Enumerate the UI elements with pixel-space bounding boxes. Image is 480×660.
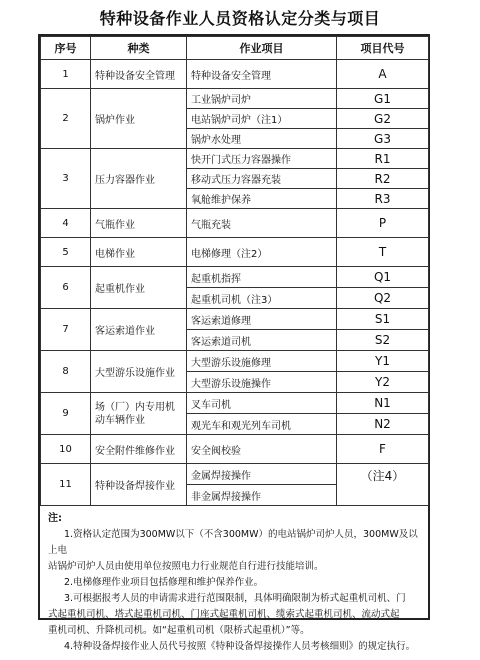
code-cell: S2 xyxy=(337,330,429,351)
job-cell: 观光车和观光列车司机 xyxy=(187,414,337,435)
table-row xyxy=(41,393,429,414)
row-number: 5 xyxy=(41,238,91,267)
row-number: 2 xyxy=(41,89,91,149)
category-cell: 特种设备安全管理 xyxy=(91,60,187,89)
code-cell: R1 xyxy=(337,149,429,169)
category-cell: 电梯作业 xyxy=(91,238,187,267)
table-row xyxy=(41,351,429,372)
category-cell: 锅炉作业 xyxy=(91,89,187,149)
code-cell: G1 xyxy=(337,89,429,109)
category-cell: 场（厂）内专用机动车辆作业 xyxy=(91,393,187,435)
category-cell: 气瓶作业 xyxy=(91,209,187,238)
header-category: 种类 xyxy=(91,37,187,60)
table-row xyxy=(41,89,429,109)
table-row xyxy=(41,464,429,485)
row-number: 9 xyxy=(41,393,91,435)
table-row xyxy=(41,149,429,169)
job-cell: 特种设备安全管理 xyxy=(187,60,337,89)
table-row xyxy=(41,267,429,288)
job-cell: 电站锅炉司炉（注1） xyxy=(187,109,337,129)
job-cell: 气瓶充装 xyxy=(187,209,337,238)
row-number: 6 xyxy=(41,267,91,309)
code-cell: R2 xyxy=(337,169,429,189)
note-line: 2.电梯修理作业项目包括修理和维护保养作业。 xyxy=(64,577,264,588)
job-cell: 电梯修理（注2） xyxy=(187,238,337,267)
code-cell: G3 xyxy=(337,129,429,149)
job-cell: 工业锅炉司炉 xyxy=(187,89,337,109)
code-cell: Q2 xyxy=(337,288,429,309)
notes-label: 注: xyxy=(48,513,62,524)
job-cell: 起重机指挥 xyxy=(187,267,337,288)
job-cell: 大型游乐设施操作 xyxy=(187,372,337,393)
table-row xyxy=(41,435,429,464)
note-line: 1.资格认定范围为300MW以下（不含300MW）的电站锅炉司炉人员，300MW及以上电 xyxy=(48,529,418,556)
note-line: 3.可根据报考人员的申请需求进行范围限制，具体明确限制为桥式起重机司机、门 xyxy=(64,593,406,604)
job-cell: 大型游乐设施修理 xyxy=(187,351,337,372)
header-job: 作业项目 xyxy=(187,37,337,60)
job-cell: 叉车司机 xyxy=(187,393,337,414)
table-row xyxy=(41,309,429,330)
row-number: 4 xyxy=(41,209,91,238)
category-cell: 客运索道作业 xyxy=(91,309,187,351)
category-cell: 压力容器作业 xyxy=(91,149,187,209)
code-cell: T xyxy=(337,238,429,267)
code-cell: F xyxy=(337,435,429,464)
row-number: 11 xyxy=(41,464,91,506)
document-title: 特种设备作业人员资格认定分类与项目 xyxy=(99,9,381,28)
code-cell: N1 xyxy=(337,393,429,414)
job-cell: 移动式压力容器充装 xyxy=(187,169,337,189)
note-line: 站锅炉司炉人员由使用单位按照电力行业规范自行进行技能培训。 xyxy=(48,561,324,572)
table-row xyxy=(41,209,429,238)
code-cell: N2 xyxy=(337,414,429,435)
row-number: 1 xyxy=(41,60,91,89)
code-cell: Q1 xyxy=(337,267,429,288)
table-body xyxy=(41,60,429,506)
note-line: 式起重机司机、塔式起重机司机、门座式起重机司机、缆索式起重机司机、流动式起 xyxy=(48,609,400,620)
code-cell: Y1 xyxy=(337,351,429,372)
table-header-row xyxy=(41,37,429,60)
job-cell: 客运索道修理 xyxy=(187,309,337,330)
code-cell: R3 xyxy=(337,189,429,209)
row-number: 7 xyxy=(41,309,91,351)
row-number: 8 xyxy=(41,351,91,393)
classification-table xyxy=(40,36,429,506)
notes-section xyxy=(40,506,428,660)
job-cell: 起重机司机（注3） xyxy=(187,288,337,309)
table-row xyxy=(41,238,429,267)
job-cell: 锅炉水处理 xyxy=(187,129,337,149)
job-cell: 金属焊接操作 xyxy=(187,464,337,485)
code-cell: Y2 xyxy=(337,372,429,393)
code-cell: （注4） xyxy=(337,464,429,506)
note-line: 4.特种设备焊接作业人员代号按照《特种设备焊接操作人员考核细则》的规定执行。 xyxy=(64,641,416,652)
header-code: 项目代号 xyxy=(337,37,429,60)
category-cell: 起重机作业 xyxy=(91,267,187,309)
code-cell: A xyxy=(337,60,429,89)
job-cell: 客运索道司机 xyxy=(187,330,337,351)
table-frame xyxy=(38,34,430,652)
code-cell: P xyxy=(337,209,429,238)
row-number: 10 xyxy=(41,435,91,464)
category-cell: 特种设备焊接作业 xyxy=(91,464,187,506)
code-cell: S1 xyxy=(337,309,429,330)
header-no: 序号 xyxy=(41,37,91,60)
category-cell: 安全附件维修作业 xyxy=(91,435,187,464)
job-cell: 安全阀校验 xyxy=(187,435,337,464)
job-cell: 氧舱维护保养 xyxy=(187,189,337,209)
table-row xyxy=(41,60,429,89)
note-line: 重机司机、升降机司机。如“起重机司机（限桥式起重机）”等。 xyxy=(48,625,310,636)
job-cell: 快开门式压力容器操作 xyxy=(187,149,337,169)
job-cell: 非金属焊接操作 xyxy=(187,485,337,506)
category-cell: 大型游乐设施作业 xyxy=(91,351,187,393)
row-number: 3 xyxy=(41,149,91,209)
code-cell: G2 xyxy=(337,109,429,129)
